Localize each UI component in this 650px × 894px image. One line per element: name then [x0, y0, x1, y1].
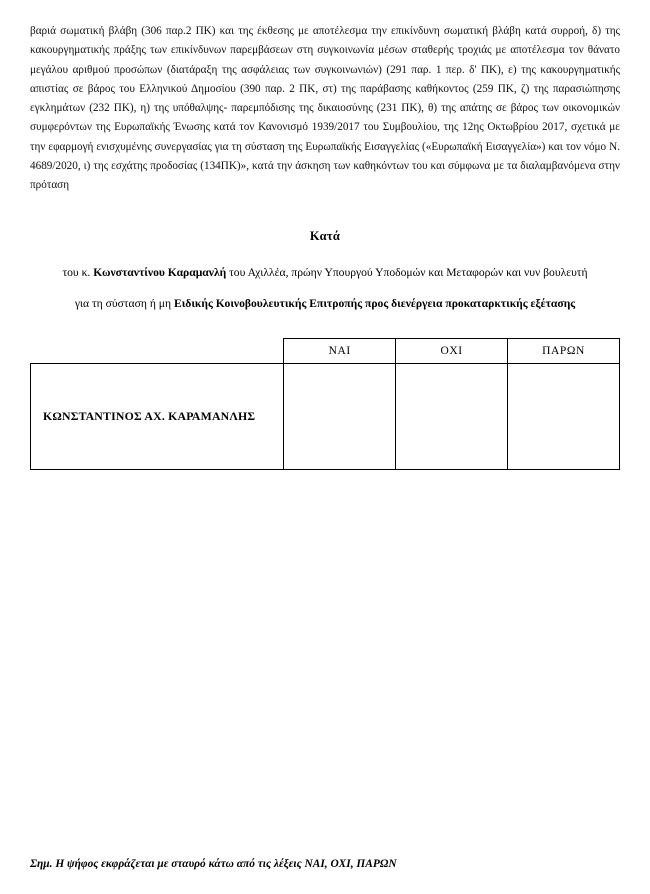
vote-cell-paron[interactable] [508, 364, 620, 470]
footnote: Σημ. Η ψήφος εκφράζεται με σταυρό κάτω από τις λέξεις ΝΑΙ, ΟΧΙ, ΠΑΡΩΝ [30, 858, 397, 870]
column-header-paron: ΠΑΡΩΝ [508, 339, 620, 364]
column-header-nai: ΝΑΙ [284, 339, 396, 364]
person-line-suffix: του Αχιλλέα, πρώην Υπουργού Υποδομών και Μεταφορών και νυν βουλευτή [226, 266, 588, 280]
table-row [31, 364, 620, 470]
main-paragraph: βαριά σωματική βλάβη (306 παρ.2 ΠΚ) και της έκθεσης με αποτέλεσμα την επικίνδυνη σωματική βλάβη κατά συρροή, δ) της κακουργηματικής πράξης των επικίνδυνων παρεμβάσεων στη συγκοινωνία μέσων σταθερής τροχιάς με αποτέλεσμα τον θάνατο μεγάλου αριθμού προσώπων (διατάραξη της ασφάλειας των συγκοινωνιών) (291 παρ. 1 περ. δ' ΠΚ), ε) της κακουργηματικής απιστίας σε βάρος του Ελληνικού Δημοσίου (390 παρ. 2 ΠΚ, στ) της παράβασης καθήκοντος (259 ΠΚ, ζ) της παρασιώπησης εγκλημάτων (232 ΠΚ), η) της υπόθαλψης- παρεμπόδισης της δικαιοσύνης (231 ΠΚ), θ) της απάτης σε βάρος των οικονομικών συμφερόντων της Ευρωπαϊκής Ένωσης κατά τον Κανονισμό 1939/2017 του Συμβουλίου, της 12ης Οκτωβρίου 2017, σχετικά με την εφαρμογή ενισχυμένης συνεργασίας για τη σύσταση της Ευρωπαϊκής Εισαγγελίας («Ευρωπαϊκή Εισαγγελία») και τον νόμο Ν. 4689/2020, ι) της εσχάτης προδοσίας (134ΠΚ)», κατά την άσκηση των καθηκόντων του και σύμφωνα με τα διαλαμβανόμενα στην πρόταση [30, 25, 620, 192]
purpose-prefix: για τη σύσταση ή μη [74, 297, 174, 311]
table-header-row [31, 339, 620, 364]
vote-cell-oxi[interactable] [396, 364, 508, 470]
person-line-prefix: του κ. [62, 266, 94, 280]
purpose-line [30, 297, 620, 310]
purpose-bold: Ειδικής Κοινοβουλευτικής Επιτροπής προς διενέργεια προκαταρκτικής εξέτασης [173, 297, 576, 311]
main-paragraph-block [30, 22, 620, 195]
vote-table [30, 338, 620, 470]
column-header-oxi: ΟΧΙ [396, 339, 508, 364]
person-name: Κωνσταντίνου Καραμανλή [93, 266, 227, 280]
person-line [30, 266, 620, 279]
vote-cell-nai[interactable] [284, 364, 396, 470]
table-corner-cell [31, 339, 284, 364]
row-name-cell: ΚΩΝΣΤΑΝΤΙΝΟΣ ΑΧ. ΚΑΡΑΜΑΝΛΗΣ [31, 364, 284, 470]
against-heading: Κατά [309, 229, 341, 244]
